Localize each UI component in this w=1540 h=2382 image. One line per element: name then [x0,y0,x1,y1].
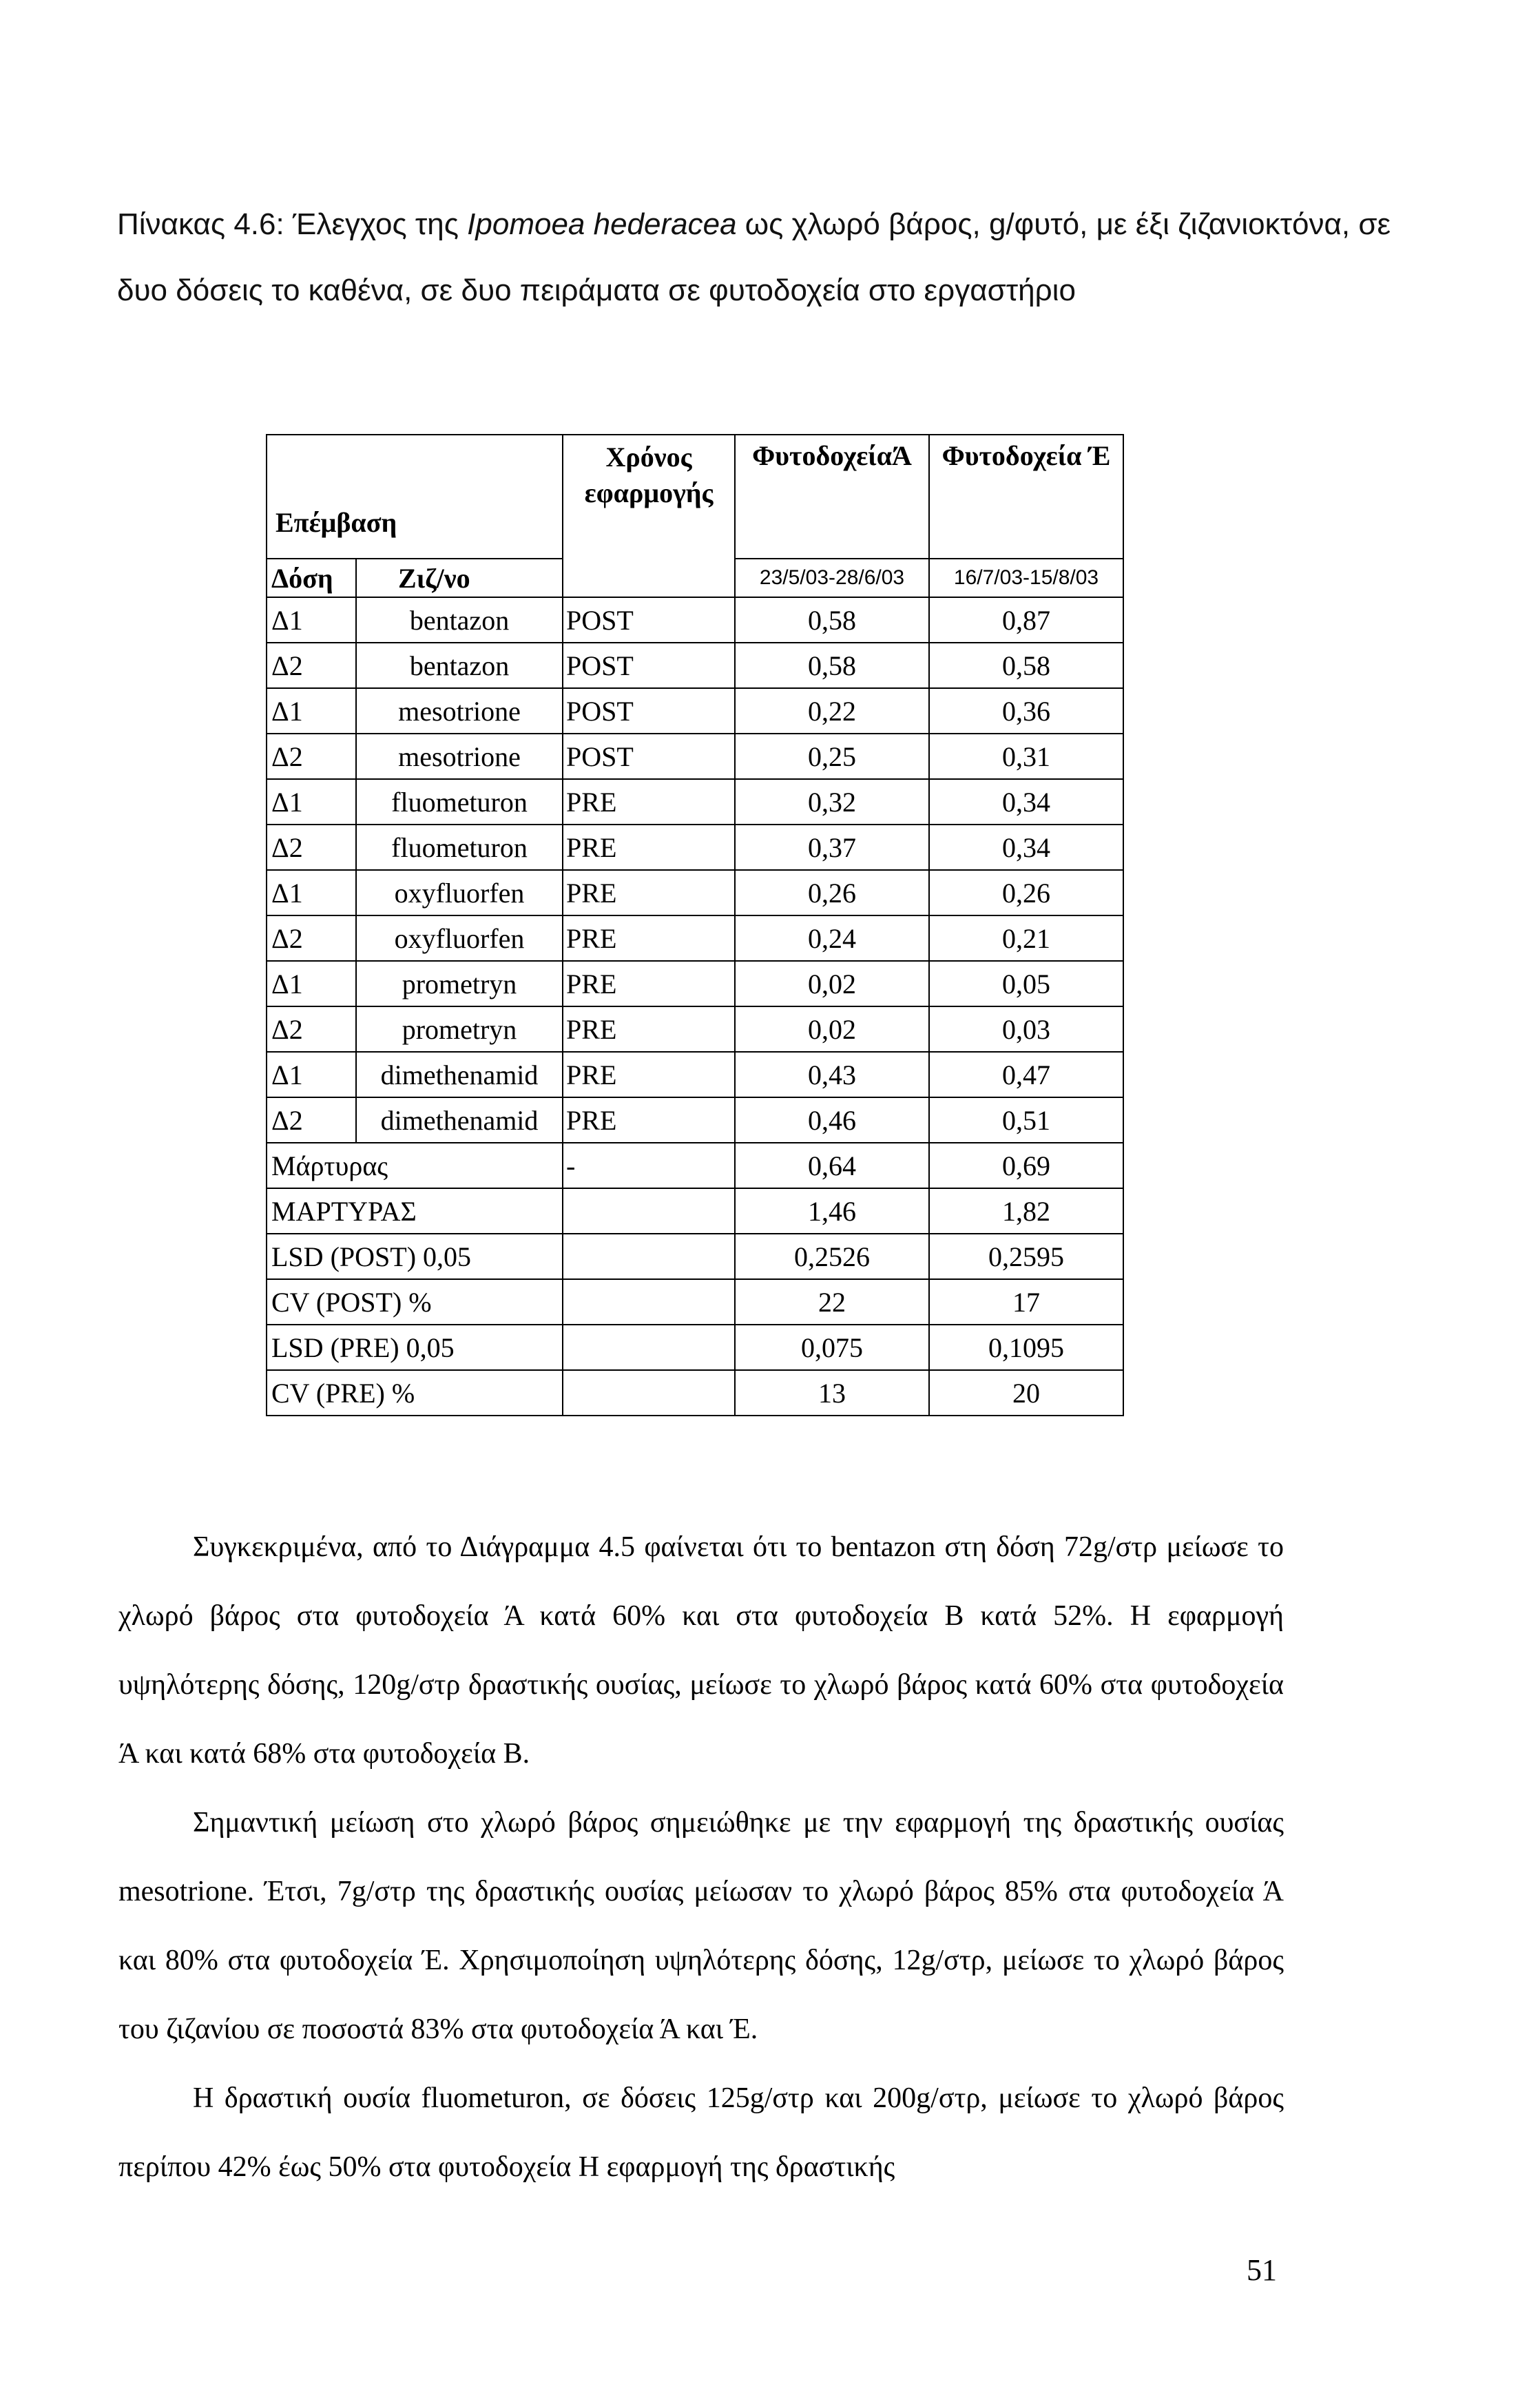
table-row [267,915,1123,961]
header-pot-a: ΦυτοδοχείαΆ [735,435,929,559]
paragraph: Η δραστική ουσία fluometuron, σε δόσεις 125g/στρ και 200g/στρ, μείωσε το χλωρό βάρος περίπου 42% έως 50% στα φυτοδοχεία Η εφαρμογή της δραστικής [118,2082,1284,2183]
value-a-cell: 0,02 [735,1006,929,1052]
herbicide-cell: dimethenamid [356,1097,563,1143]
timing-cell [563,1325,735,1370]
table-caption [117,191,1426,324]
value-a-cell: 0,075 [735,1325,929,1370]
timing-cell: PRE [563,961,735,1006]
value-a-cell: 0,64 [735,1143,929,1188]
timing-cell: PRE [563,1097,735,1143]
herbicide-cell: dimethenamid [356,1052,563,1097]
herbicide-cell: oxyfluorfen [356,915,563,961]
table-row [267,1052,1123,1097]
timing-cell [563,1279,735,1325]
timing-cell: - [563,1143,735,1188]
summary-label-cell: Μάρτυρας [267,1143,563,1188]
value-b-cell: 17 [929,1279,1123,1325]
value-a-cell: 0,32 [735,779,929,825]
value-b-cell: 0,36 [929,688,1123,734]
value-b-cell: 0,31 [929,734,1123,779]
body-text [118,1513,1284,2202]
value-a-cell: 0,37 [735,825,929,870]
herbicide-cell: mesotrione [356,734,563,779]
header-pot-b: Φυτοδοχεία Έ [929,435,1123,559]
table-row [267,597,1123,643]
table-row [267,734,1123,779]
timing-cell: PRE [563,825,735,870]
timing-cell: PRE [563,870,735,915]
dose-cell: Δ2 [267,734,356,779]
value-b-cell: 0,05 [929,961,1123,1006]
value-b-cell: 1,82 [929,1188,1123,1234]
table-row [267,870,1123,915]
header-period-a: 23/5/03-28/6/03 [735,559,929,597]
value-a-cell: 0,43 [735,1052,929,1097]
summary-label-cell: ΜΑΡΤΥΡΑΣ [267,1188,563,1234]
summary-label-cell: CV (PRE) % [267,1370,563,1416]
summary-row [267,1279,1123,1325]
timing-cell: POST [563,688,735,734]
dose-cell: Δ2 [267,825,356,870]
dose-cell: Δ2 [267,1097,356,1143]
header-treatment: Επέμβαση [267,435,563,559]
value-a-cell: 0,25 [735,734,929,779]
dose-cell: Δ1 [267,961,356,1006]
summary-row [267,1325,1123,1370]
herbicide-cell: bentazon [356,643,563,688]
value-b-cell: 0,1095 [929,1325,1123,1370]
timing-cell [563,1188,735,1234]
dose-cell: Δ2 [267,915,356,961]
timing-cell: PRE [563,1052,735,1097]
value-a-cell: 0,46 [735,1097,929,1143]
herbicide-cell: prometryn [356,961,563,1006]
summary-label-cell: CV (POST) % [267,1279,563,1325]
header-period-b: 16/7/03-15/8/03 [929,559,1123,597]
table-row [267,961,1123,1006]
value-a-cell: 0,02 [735,961,929,1006]
herbicide-cell: fluometuron [356,779,563,825]
table-row [267,779,1123,825]
timing-cell: POST [563,643,735,688]
herbicide-cell: oxyfluorfen [356,870,563,915]
table-row [267,825,1123,870]
value-b-cell: 0,03 [929,1006,1123,1052]
value-b-cell: 0,34 [929,779,1123,825]
paragraph: Σημαντική μείωση στο χλωρό βάρος σημειώθηκε με την εφαρμογή της δραστικής ουσίας mesotrione. Έτσι, 7g/στρ της δραστικής ουσίας μείωσαν το χλωρό βάρος 85% στα φυτοδοχεία Ά και 80% στα φυτοδοχεία Έ. Χρησιμοποίηση υψηλότερης δόσης, 12g/στρ, μείωσε το χλωρό βάρος του ζιζανίου σε ποσοστά 83% στα φυτοδοχεία Ά και Έ. [118,1807,1284,2045]
value-b-cell: 20 [929,1370,1123,1416]
timing-cell [563,1234,735,1279]
dose-cell: Δ1 [267,688,356,734]
table-row [267,1097,1123,1143]
value-b-cell: 0,47 [929,1052,1123,1097]
summary-row [267,1234,1123,1279]
herbicide-cell: bentazon [356,597,563,643]
table-row [267,688,1123,734]
table-row [267,643,1123,688]
summary-row [267,1370,1123,1416]
header-timing: Χρόνος εφαρμογής [563,435,735,597]
value-a-cell: 0,22 [735,688,929,734]
value-a-cell: 0,26 [735,870,929,915]
dose-cell: Δ1 [267,779,356,825]
value-b-cell: 0,58 [929,643,1123,688]
value-b-cell: 0,21 [929,915,1123,961]
paragraph: Συγκεκριμένα, από το Διάγραμμα 4.5 φαίνεται ότι το bentazon στη δόση 72g/στρ μείωσε το χλωρό βάρος στα φυτοδοχεία Ά κατά 60% και στα φυτοδοχεία Β κατά 52%. Η εφαρμογή υψηλότερης δόσης, 120g/στρ δραστικής ουσίας, μείωσε το χλωρό βάρος κατά 60% στα φυτοδοχεία Ά και κατά 68% στα φυτοδοχεία Β. [118,1531,1284,1770]
herbicide-table [266,434,1124,1416]
summary-label-cell: LSD (PRE) 0,05 [267,1325,563,1370]
table-row [267,1006,1123,1052]
herbicide-cell: prometryn [356,1006,563,1052]
dose-cell: Δ2 [267,643,356,688]
value-b-cell: 0,51 [929,1097,1123,1143]
value-a-cell: 0,58 [735,597,929,643]
dose-cell: Δ1 [267,870,356,915]
timing-cell: PRE [563,915,735,961]
page-number: 51 [1247,2253,1277,2287]
value-b-cell: 0,2595 [929,1234,1123,1279]
value-b-cell: 0,87 [929,597,1123,643]
dose-cell: Δ1 [267,597,356,643]
header-herbicide: Ζιζ/νο [356,559,563,597]
caption-prefix: Πίνακας 4.6: Έλεγχος της [117,207,468,241]
value-a-cell: 0,58 [735,643,929,688]
value-a-cell: 1,46 [735,1188,929,1234]
timing-cell: POST [563,597,735,643]
value-a-cell: 13 [735,1370,929,1416]
value-a-cell: 0,2526 [735,1234,929,1279]
value-b-cell: 0,34 [929,825,1123,870]
caption-species: Ipomoea hederacea [467,207,737,241]
dose-cell: Δ2 [267,1006,356,1052]
timing-cell: PRE [563,779,735,825]
herbicide-cell: fluometuron [356,825,563,870]
dose-cell: Δ1 [267,1052,356,1097]
value-b-cell: 0,69 [929,1143,1123,1188]
herbicide-cell: mesotrione [356,688,563,734]
caption-suffix: ως χλωρό βάρος, g/φυτό, με έξι ζιζανιοκτόνα, σε δυο δόσεις το καθένα, σε δυο πειράματα σε φυτοδοχεία στο εργαστήριο [117,207,1391,307]
value-b-cell: 0,26 [929,870,1123,915]
value-a-cell: 22 [735,1279,929,1325]
timing-cell [563,1370,735,1416]
summary-row [267,1188,1123,1234]
summary-label-cell: LSD (POST) 0,05 [267,1234,563,1279]
timing-cell: PRE [563,1006,735,1052]
timing-cell: POST [563,734,735,779]
value-a-cell: 0,24 [735,915,929,961]
header-row-1 [267,435,1123,559]
header-dose: Δόση [267,559,356,597]
summary-row [267,1143,1123,1188]
